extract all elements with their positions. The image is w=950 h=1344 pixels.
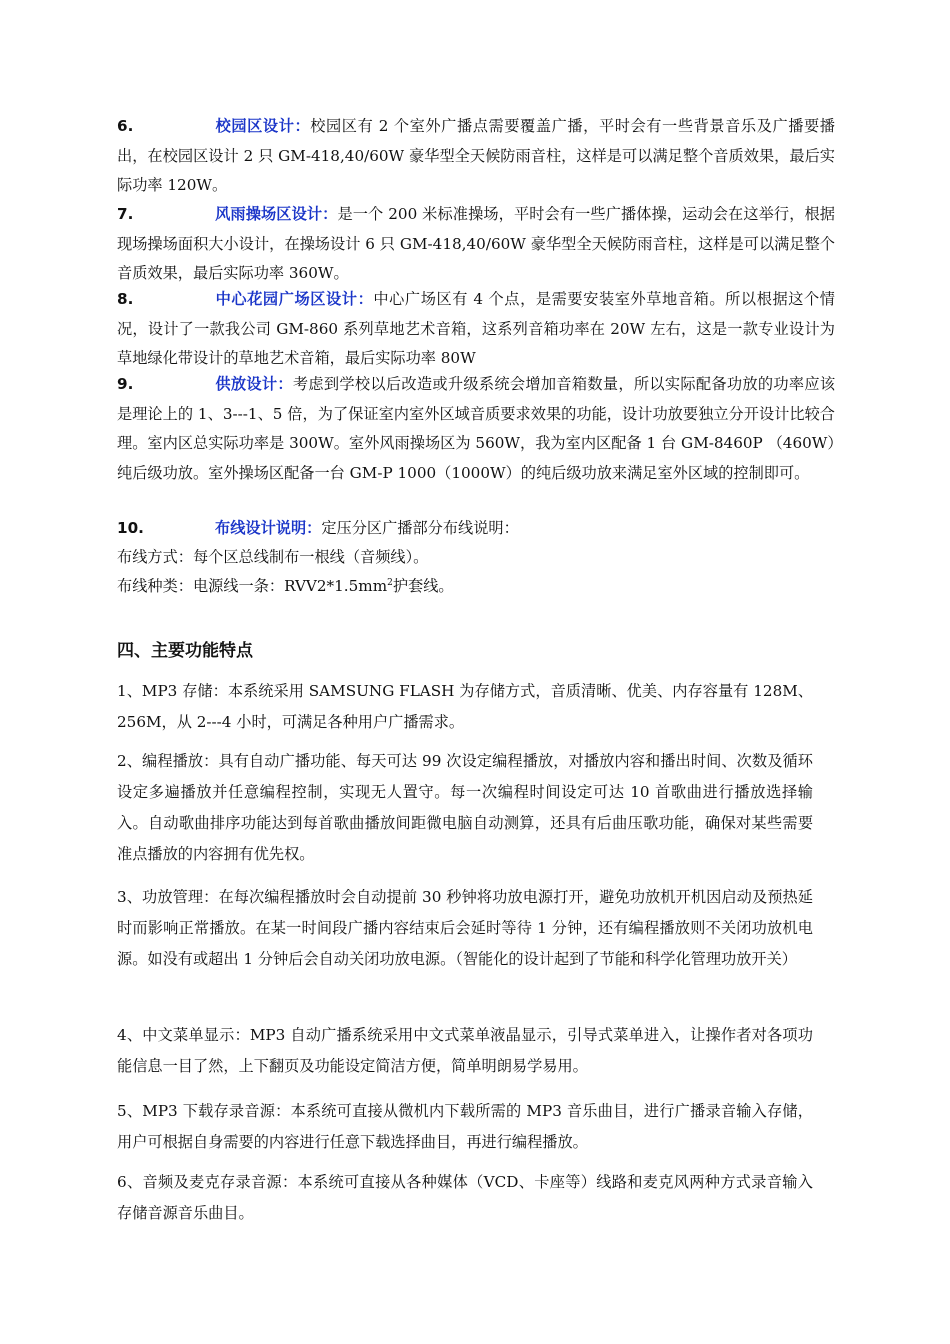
item-title: 中心花园广场区设计： [215, 290, 374, 308]
item-paragraph [117, 514, 835, 544]
item-title: 供放设计： [215, 375, 293, 393]
section-title: 四、主要功能特点 [117, 641, 253, 661]
item-number: 9. [117, 375, 134, 393]
item-paragraph [117, 285, 835, 374]
item-text: 考虑到学校以后改造或升级系统会增加音箱数量，所以实际配备功放的功率应该是理论上的 1、3---1、5 倍，为了保证室内室外区域音质要求效果的功能，设计功放要独立分开设计比较合理。室内区总实际功率是 300W。室外风雨操场区为 560W，我为室内区配备 1 台 GM-8460P （460W）纯后级功放。室外操场区配备一台 GM-P 1000（1000W）的纯后级功放来满足室外区域的控制即可。 [117, 375, 835, 482]
item-text: 是一个 200 米标准操场，平时会有一些广播体操，运动会在这举行，根据现场操场面积大小设计，在操场设计 6 只 GM-418,40/60W 豪华型全天候防雨音柱，这样是可以满足整个音质效果，最后实际功率 360W。 [117, 205, 835, 282]
feature-6: 6、音频及麦克存录音源：本系统可直接从各种媒体（VCD、卡座等）线路和麦克风两种方式录音输入存储音源音乐曲目。 [117, 1173, 813, 1222]
design-item-9 [117, 370, 835, 488]
wiring-method: 布线方式：每个区总线制布一根线（音频线）。 [117, 548, 429, 566]
wiring-type [117, 572, 835, 602]
item-title: 风雨操场区设计： [215, 205, 338, 223]
design-item-6 [117, 112, 835, 201]
item-paragraph [117, 200, 835, 289]
design-item-7 [117, 200, 835, 289]
item-number: 10. [117, 519, 144, 537]
item-title: 校园区设计： [215, 117, 311, 135]
feature-3: 3、功放管理：在每次编程播放时会自动提前 30 秒钟将功放电源打开，避免功放机开机因启动及预热延时而影响正常播放。在某一时间段广播内容结束后会延时等待 1 分钟，还有编程播放则不关闭功放机电源。如没有或超出 1 分钟后会自动关闭功放电源。（智能化的设计起到了节能和科学化管理功放开关） [117, 888, 813, 968]
wiring-type-sup: 2 [387, 577, 393, 588]
item-text: 定压分区广播部分布线说明： [321, 519, 519, 537]
feature-1: 1、MP3 存储：本系统采用 SAMSUNG FLASH 为存储方式，音质清晰、优美、内存容量有 128M、256M，从 2---4 小时，可满足各种用户广播需求。 [117, 682, 813, 731]
feature-4: 4、中文菜单显示：MP3 自动广播系统采用中文式菜单液晶显示，引导式菜单进入，让操作者对各项功能信息一目了然，上下翻页及功能设定简洁方便，简单明朗易学易用。 [117, 1026, 813, 1075]
design-item-10 [117, 514, 835, 544]
wiring-type-prefix: 布线种类：电源线一条：RVV2*1.5mm [117, 577, 388, 595]
item-paragraph [117, 370, 835, 488]
feature-2: 2、编程播放：具有自动广播功能、每天可达 99 次设定编程播放，对播放内容和播出时间、次数及循环设定多遍播放并任意编程控制，实现无人置守。每一次编程时间设定可达 10 首歌曲进行播放选择输入。自动歌曲排序功能达到每首歌曲播放间距微电脑自动测算，还具有后曲压歌功能，确保对某些需要准点播放的内容拥有优先权。 [117, 752, 813, 863]
feature-5: 5、MP3 下载存录音源：本系统可直接从微机内下载所需的 MP3 音乐曲目，进行广播录音输入存储，用户可根据自身需要的内容进行任意下载选择曲目，再进行编程播放。 [117, 1102, 813, 1151]
item-title: 布线设计说明： [215, 519, 322, 537]
item-number: 7. [117, 205, 134, 223]
design-item-8 [117, 285, 835, 374]
item-text: 校园区有 2 个室外广播点需要覆盖广播，平时会有一些背景音乐及广播要播出，在校园区设计 2 只 GM-418,40/60W 豪华型全天候防雨音柱，这样是可以满足整个音质效果，最后实际功率 120W。 [117, 117, 835, 194]
item-number: 8. [117, 290, 134, 308]
item-paragraph [117, 112, 835, 201]
wiring-type-suffix: 护套线。 [392, 577, 454, 595]
item-text: 中心广场区有 4 个点，是需要安装室外草地音箱。所以根据这个情况，设计了一款我公司 GM-860 系列草地艺术音箱，这系列音箱功率在 20W 左右，这是一款专业设计为草地绿化带设计的草地艺术音箱，最后实际功率 80W [117, 290, 835, 367]
item-number: 6. [117, 117, 134, 135]
